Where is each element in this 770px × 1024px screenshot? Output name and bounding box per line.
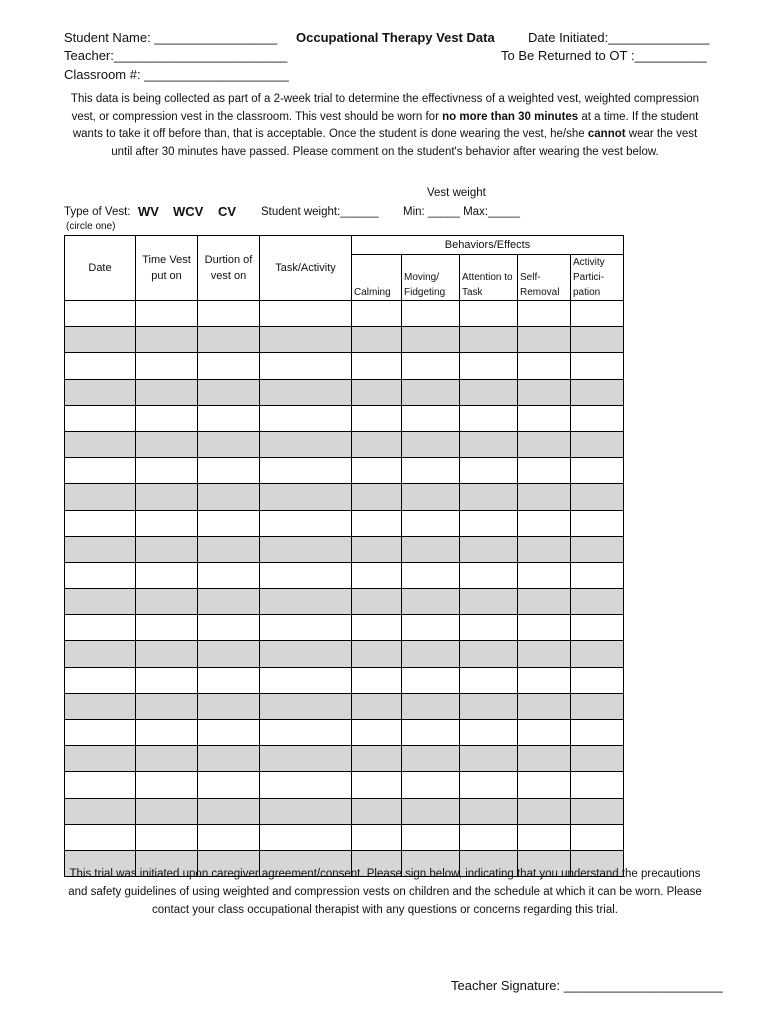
table-cell[interactable] bbox=[198, 798, 260, 824]
table-cell[interactable] bbox=[571, 589, 624, 615]
col-fidgeting-header: Moving/ Fidgeting bbox=[402, 255, 460, 301]
table-cell[interactable] bbox=[402, 615, 460, 641]
table-cell[interactable] bbox=[460, 667, 518, 693]
table-cell[interactable] bbox=[352, 405, 402, 431]
table-cell[interactable] bbox=[136, 693, 198, 719]
classroom-field[interactable]: Classroom #: ____________________ bbox=[64, 67, 289, 82]
table-cell[interactable] bbox=[198, 405, 260, 431]
intro-bold-1: no more than 30 minutes bbox=[442, 110, 579, 123]
vest-type-wcv[interactable]: WCV bbox=[173, 204, 204, 219]
table-cell[interactable] bbox=[65, 484, 136, 510]
table-row bbox=[65, 405, 624, 431]
table-cell[interactable] bbox=[571, 301, 624, 327]
table-row bbox=[65, 431, 624, 457]
date-initiated-field[interactable]: Date Initiated:______________ bbox=[528, 30, 710, 45]
table-cell[interactable] bbox=[198, 667, 260, 693]
table-cell[interactable] bbox=[260, 720, 352, 746]
table-cell[interactable] bbox=[518, 458, 571, 484]
table-cell[interactable] bbox=[65, 327, 136, 353]
table-cell[interactable] bbox=[571, 824, 624, 850]
table-cell[interactable] bbox=[352, 431, 402, 457]
table-cell[interactable] bbox=[65, 379, 136, 405]
table-cell[interactable] bbox=[260, 667, 352, 693]
table-cell[interactable] bbox=[352, 615, 402, 641]
table-row bbox=[65, 772, 624, 798]
behaviors-group-header: Behaviors/Effects bbox=[352, 236, 624, 255]
table-cell[interactable] bbox=[136, 431, 198, 457]
table-row bbox=[65, 562, 624, 588]
table-cell[interactable] bbox=[460, 824, 518, 850]
table-cell[interactable] bbox=[65, 693, 136, 719]
teacher-field[interactable]: Teacher:________________________ bbox=[64, 48, 288, 63]
table-cell[interactable] bbox=[65, 720, 136, 746]
table-cell[interactable] bbox=[198, 746, 260, 772]
table-cell[interactable] bbox=[65, 301, 136, 327]
intro-paragraph bbox=[64, 91, 706, 161]
table-cell[interactable] bbox=[260, 379, 352, 405]
table-cell[interactable] bbox=[136, 301, 198, 327]
circle-one-note: (circle one) bbox=[66, 221, 116, 232]
table-cell[interactable] bbox=[198, 431, 260, 457]
table-cell[interactable] bbox=[352, 562, 402, 588]
table-cell[interactable] bbox=[198, 693, 260, 719]
table-cell[interactable] bbox=[460, 431, 518, 457]
table-cell[interactable] bbox=[402, 431, 460, 457]
table-cell[interactable] bbox=[402, 301, 460, 327]
table-cell[interactable] bbox=[518, 379, 571, 405]
table-cell[interactable] bbox=[518, 327, 571, 353]
table-cell[interactable] bbox=[65, 772, 136, 798]
table-cell[interactable] bbox=[571, 641, 624, 667]
col-duration-header: Durtion of vest on bbox=[198, 236, 260, 301]
table-cell[interactable] bbox=[352, 693, 402, 719]
table-cell[interactable] bbox=[260, 562, 352, 588]
table-cell[interactable] bbox=[571, 327, 624, 353]
table-cell[interactable] bbox=[518, 667, 571, 693]
table-cell[interactable] bbox=[518, 405, 571, 431]
table-cell[interactable] bbox=[460, 746, 518, 772]
vest-type-label: Type of Vest: bbox=[64, 206, 131, 218]
table-cell[interactable] bbox=[65, 458, 136, 484]
table-cell[interactable] bbox=[460, 353, 518, 379]
table-cell[interactable] bbox=[260, 484, 352, 510]
table-cell[interactable] bbox=[571, 510, 624, 536]
table-cell[interactable] bbox=[136, 405, 198, 431]
student-weight-field[interactable]: Student weight:______ bbox=[261, 206, 379, 218]
table-cell[interactable] bbox=[352, 667, 402, 693]
table-cell[interactable] bbox=[198, 641, 260, 667]
table-cell[interactable] bbox=[460, 484, 518, 510]
table-cell[interactable] bbox=[65, 510, 136, 536]
table-row bbox=[65, 615, 624, 641]
vest-data-table bbox=[64, 235, 624, 877]
table-row bbox=[65, 484, 624, 510]
table-cell[interactable] bbox=[65, 641, 136, 667]
table-row bbox=[65, 798, 624, 824]
table-cell[interactable] bbox=[571, 746, 624, 772]
table-cell[interactable] bbox=[136, 589, 198, 615]
table-cell[interactable] bbox=[518, 301, 571, 327]
table-cell[interactable] bbox=[518, 536, 571, 562]
table-cell[interactable] bbox=[65, 562, 136, 588]
col-time-header: Time Vest put on bbox=[136, 236, 198, 301]
table-cell[interactable] bbox=[260, 798, 352, 824]
table-cell[interactable] bbox=[136, 484, 198, 510]
table-cell[interactable] bbox=[460, 327, 518, 353]
table-cell[interactable] bbox=[65, 798, 136, 824]
table-cell[interactable] bbox=[198, 536, 260, 562]
table-cell[interactable] bbox=[65, 615, 136, 641]
table-cell[interactable] bbox=[402, 720, 460, 746]
intro-bold-2: cannot bbox=[587, 128, 626, 140]
table-cell[interactable] bbox=[260, 641, 352, 667]
table-cell[interactable] bbox=[460, 798, 518, 824]
teacher-signature-field[interactable]: Teacher Signature: ______________________ bbox=[451, 978, 723, 993]
intro-text-3: wear the vest until after 30 minutes have passed. Please comment on the student's behavior after wearing the vest below. bbox=[111, 128, 698, 158]
table-cell[interactable] bbox=[136, 379, 198, 405]
table-cell[interactable] bbox=[260, 327, 352, 353]
table-cell[interactable] bbox=[460, 536, 518, 562]
table-cell[interactable] bbox=[352, 327, 402, 353]
col-calming-header: Calming bbox=[352, 255, 402, 301]
table-row bbox=[65, 720, 624, 746]
table-cell[interactable] bbox=[402, 824, 460, 850]
table-cell[interactable] bbox=[260, 458, 352, 484]
table-cell[interactable] bbox=[260, 693, 352, 719]
table-cell[interactable] bbox=[460, 615, 518, 641]
table-cell[interactable] bbox=[402, 589, 460, 615]
table-cell[interactable] bbox=[402, 484, 460, 510]
table-cell[interactable] bbox=[571, 772, 624, 798]
table-cell[interactable] bbox=[460, 693, 518, 719]
table-cell[interactable] bbox=[571, 562, 624, 588]
table-cell[interactable] bbox=[198, 510, 260, 536]
table-cell[interactable] bbox=[260, 589, 352, 615]
table-cell[interactable] bbox=[198, 379, 260, 405]
vest-weight-label: Vest weight bbox=[427, 187, 486, 199]
table-cell[interactable] bbox=[518, 824, 571, 850]
table-cell[interactable] bbox=[460, 405, 518, 431]
intro-text-1: This data is being collected as part of a 2-week trial to determine the effectivness of a weighted vest, weighted compression vest, or compression vest in the classroom. This vest should be worn for bbox=[70, 93, 700, 123]
table-cell[interactable] bbox=[136, 641, 198, 667]
table-cell[interactable] bbox=[198, 327, 260, 353]
return-to-ot-field[interactable]: To Be Returned to OT :__________ bbox=[501, 48, 707, 63]
table-cell[interactable] bbox=[65, 667, 136, 693]
table-cell[interactable] bbox=[402, 693, 460, 719]
table-cell[interactable] bbox=[402, 327, 460, 353]
table-cell[interactable] bbox=[198, 824, 260, 850]
table-row bbox=[65, 510, 624, 536]
table-cell[interactable] bbox=[352, 772, 402, 798]
col-date-header: Date bbox=[65, 236, 136, 301]
table-cell[interactable] bbox=[352, 641, 402, 667]
col-attention-header: Attention to Task bbox=[460, 255, 518, 301]
vest-type-wv[interactable]: WV bbox=[138, 204, 159, 219]
table-cell[interactable] bbox=[402, 746, 460, 772]
table-cell[interactable] bbox=[198, 589, 260, 615]
table-cell[interactable] bbox=[136, 772, 198, 798]
table-cell[interactable] bbox=[402, 353, 460, 379]
table-row bbox=[65, 379, 624, 405]
table-cell[interactable] bbox=[136, 615, 198, 641]
table-cell[interactable] bbox=[518, 693, 571, 719]
table-cell[interactable] bbox=[518, 641, 571, 667]
table-cell[interactable] bbox=[571, 431, 624, 457]
table-cell[interactable] bbox=[571, 536, 624, 562]
table-cell[interactable] bbox=[65, 536, 136, 562]
table-cell[interactable] bbox=[571, 353, 624, 379]
table-cell[interactable] bbox=[518, 353, 571, 379]
table-cell[interactable] bbox=[518, 484, 571, 510]
table-cell[interactable] bbox=[136, 353, 198, 379]
table-cell[interactable] bbox=[352, 824, 402, 850]
table-cell[interactable] bbox=[402, 562, 460, 588]
table-cell[interactable] bbox=[402, 798, 460, 824]
table-cell[interactable] bbox=[136, 746, 198, 772]
table-cell[interactable] bbox=[518, 615, 571, 641]
table-cell[interactable] bbox=[136, 562, 198, 588]
table-cell[interactable] bbox=[260, 536, 352, 562]
table-cell[interactable] bbox=[65, 589, 136, 615]
table-cell[interactable] bbox=[352, 536, 402, 562]
table-row bbox=[65, 641, 624, 667]
table-cell[interactable] bbox=[65, 746, 136, 772]
vest-weight-min-max-field[interactable]: Min: _____ Max:_____ bbox=[403, 206, 520, 218]
table-cell[interactable] bbox=[571, 693, 624, 719]
table-cell[interactable] bbox=[571, 379, 624, 405]
table-cell[interactable] bbox=[352, 301, 402, 327]
table-cell[interactable] bbox=[136, 510, 198, 536]
table-cell[interactable] bbox=[402, 405, 460, 431]
table-cell[interactable] bbox=[136, 327, 198, 353]
table-cell[interactable] bbox=[260, 431, 352, 457]
table-cell[interactable] bbox=[402, 667, 460, 693]
table-row bbox=[65, 301, 624, 327]
table-cell[interactable] bbox=[352, 798, 402, 824]
table-cell[interactable] bbox=[460, 641, 518, 667]
table-cell[interactable] bbox=[198, 353, 260, 379]
table-cell[interactable] bbox=[402, 536, 460, 562]
table-cell[interactable] bbox=[198, 720, 260, 746]
col-task-header: Task/Activity bbox=[260, 236, 352, 301]
table-cell[interactable] bbox=[260, 301, 352, 327]
table-cell[interactable] bbox=[65, 431, 136, 457]
table-cell[interactable] bbox=[352, 458, 402, 484]
col-self-removal-header: Self-Removal bbox=[518, 255, 571, 301]
table-cell[interactable] bbox=[260, 824, 352, 850]
table-row bbox=[65, 667, 624, 693]
intro-text-2: at a time. If the student wants to take it off before than, that is acceptable. Once the student is done wearing the vest, he/she bbox=[72, 110, 699, 140]
table-cell[interactable] bbox=[65, 405, 136, 431]
table-row bbox=[65, 353, 624, 379]
table-cell[interactable] bbox=[198, 458, 260, 484]
table-cell[interactable] bbox=[136, 798, 198, 824]
table-cell[interactable] bbox=[260, 353, 352, 379]
table-cell[interactable] bbox=[518, 798, 571, 824]
table-cell[interactable] bbox=[460, 589, 518, 615]
table-cell[interactable] bbox=[136, 667, 198, 693]
table-cell[interactable] bbox=[402, 510, 460, 536]
table-cell[interactable] bbox=[518, 562, 571, 588]
table-cell[interactable] bbox=[198, 484, 260, 510]
table-cell[interactable] bbox=[518, 720, 571, 746]
table-cell[interactable] bbox=[260, 615, 352, 641]
table-cell[interactable] bbox=[352, 484, 402, 510]
table-cell[interactable] bbox=[352, 589, 402, 615]
table-cell[interactable] bbox=[571, 458, 624, 484]
table-cell[interactable] bbox=[402, 379, 460, 405]
table-cell[interactable] bbox=[260, 510, 352, 536]
table-cell[interactable] bbox=[198, 562, 260, 588]
table-cell[interactable] bbox=[571, 798, 624, 824]
table-cell[interactable] bbox=[260, 772, 352, 798]
table-cell[interactable] bbox=[518, 431, 571, 457]
table-cell[interactable] bbox=[136, 824, 198, 850]
table-cell[interactable] bbox=[198, 301, 260, 327]
table-cell[interactable] bbox=[460, 301, 518, 327]
table-cell[interactable] bbox=[352, 353, 402, 379]
table-row bbox=[65, 536, 624, 562]
table-cell[interactable] bbox=[460, 510, 518, 536]
table-row bbox=[65, 693, 624, 719]
consent-paragraph: This trial was initiated upon caregiver agreement/consent. Please sign below, indicating that you understand the precautions and safety guidelines of using weighted and compression vests on children and the schedule at which it can be worn. Please contact your class occupational therapist with any questions or concerns regarding this trial. bbox=[68, 868, 702, 916]
table-cell[interactable] bbox=[352, 746, 402, 772]
table-cell[interactable] bbox=[260, 746, 352, 772]
table-cell[interactable] bbox=[518, 772, 571, 798]
table-cell[interactable] bbox=[136, 536, 198, 562]
table-cell[interactable] bbox=[65, 353, 136, 379]
student-name-field[interactable]: Student Name: _________________ bbox=[64, 30, 278, 45]
table-cell[interactable] bbox=[260, 405, 352, 431]
table-cell[interactable] bbox=[571, 720, 624, 746]
table-cell[interactable] bbox=[518, 510, 571, 536]
table-cell[interactable] bbox=[198, 615, 260, 641]
table-cell[interactable] bbox=[352, 720, 402, 746]
table-cell[interactable] bbox=[518, 746, 571, 772]
table-cell[interactable] bbox=[518, 589, 571, 615]
vest-type-cv[interactable]: CV bbox=[218, 204, 237, 219]
table-cell[interactable] bbox=[136, 458, 198, 484]
table-cell[interactable] bbox=[571, 615, 624, 641]
table-cell[interactable] bbox=[571, 405, 624, 431]
table-cell[interactable] bbox=[65, 824, 136, 850]
table-cell[interactable] bbox=[402, 458, 460, 484]
table-cell[interactable] bbox=[571, 484, 624, 510]
table-cell[interactable] bbox=[460, 720, 518, 746]
table-cell[interactable] bbox=[352, 379, 402, 405]
table-cell[interactable] bbox=[460, 379, 518, 405]
table-cell[interactable] bbox=[460, 772, 518, 798]
table-row bbox=[65, 458, 624, 484]
table-cell[interactable] bbox=[198, 772, 260, 798]
table-cell[interactable] bbox=[460, 562, 518, 588]
table-cell[interactable] bbox=[571, 667, 624, 693]
table-cell[interactable] bbox=[460, 458, 518, 484]
table-cell[interactable] bbox=[402, 641, 460, 667]
page-title: Occupational Therapy Vest Data bbox=[296, 30, 495, 45]
table-cell[interactable] bbox=[136, 720, 198, 746]
table-row bbox=[65, 746, 624, 772]
table-cell[interactable] bbox=[352, 510, 402, 536]
col-participation-header: Activity Partici-pation bbox=[571, 255, 624, 301]
table-cell[interactable] bbox=[402, 772, 460, 798]
table-row bbox=[65, 327, 624, 353]
table-row bbox=[65, 824, 624, 850]
table-row bbox=[65, 589, 624, 615]
